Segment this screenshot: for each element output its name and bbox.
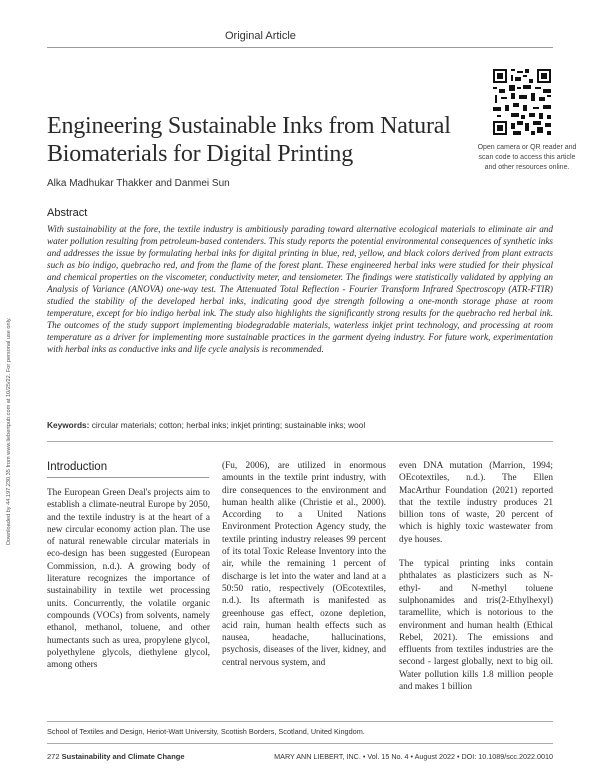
title-line-1: Engineering Sustainable Inks from Natural <box>47 113 451 139</box>
paragraph: The European Green Deal's projects aim to establish a climate-neutral Europe by 2050, and the textile industry is at the heart of a new circular economy action plan. The use of natural renewable circular materials in eco-design has been suggested (European Commission, n.d.). A growing body of literature recognizes the importance of sustainability in textile wet processing units. Concurrently, the volatile organic compounds (VOCs) from solvents, namely ethanol, methanol, toluene, and other humectants such as urea, propylene glycol, polyethylene glycols, diethylene glycol, among others <box>47 488 210 671</box>
paragraph: The typical printing inks contain phthalates as plasticizers such as N-ethyl- and N-methyl toluene sulphonamides and tris(2-Ethylhexyl) taramellite, which is notorious to the environment and human health (Ethical Rebel, 2021). The emissions and effluents from textiles industries are the second - largest globally, next to big oil. Water pollution kills 1.8 million people and makes 1 billion <box>399 559 553 693</box>
title-line-2: Biomaterials for Digital Printing <box>47 141 354 167</box>
introduction-underline <box>47 477 209 478</box>
abstract-divider <box>47 441 553 442</box>
qr-code-icon <box>491 67 553 137</box>
qr-caption-line-1: Open camera or QR reader and <box>477 144 577 151</box>
article-title <box>47 112 477 168</box>
introduction-heading: Introduction <box>47 461 108 473</box>
body-column-1 <box>47 487 210 683</box>
affiliation-note: School of Textiles and Design, Heriot-Watt University, Scottish Borders, Scotland, United Kingdom. <box>47 727 365 736</box>
abstract-heading: Abstract <box>47 207 88 219</box>
header-divider <box>47 47 553 48</box>
keywords-label: Keywords: <box>47 420 90 430</box>
footer-divider <box>47 721 553 722</box>
qr-caption-line-2: scan code to access this article <box>478 154 576 161</box>
section-label: Original Article <box>225 30 296 42</box>
download-notice <box>1 245 13 550</box>
paragraph: even DNA mutation (Marrion, 1994; OEcotextiles, n.d.). The Ellen MacArthur Foundation (2021) reported that the textile industry produces 21 billion tons of waste, 20 percent of which is highly toxic wastewater from dye houses. <box>399 461 553 545</box>
abstract-text: With sustainability at the fore, the textile industry is ambitiously parading toward alternative ecological materials to eliminate air and water pollution resulting from petroleum-based contenders. This study reports the potential environmental consequences of synthetic inks and addresses the issue by formulating herbal inks for digital printing in blue, red, yellow, and black colors derived from plant extracts such as bio indigo, quebracho red, and from the flame of the forest plant. These engineered herbal inks were studied for their physical and chemical properties on the viscometer, conductivity meter, and tensiometer. The findings were statistically validated by applying an Analysis of Variance (ANOVA) one-way test. The Attenuated Total Reflection - Fourier Transform Infrared Spectroscopy (ATR-FTIR) studied the stability of the developed herbal inks, indicating good dye strength following a one-month storage phase at room temperature, except for bio indigo herbal ink. The study also highlights the significantly strong results for the quebracho red herbal ink. The outcomes of the study support implementing biodegradable materials, waterless inkjet print technology, and processing at room temperature as a driver for implementing more sustainable practices in the garment dyeing industry. For future work, experimentation with herbal inks as conductive inks and life cycle analysis is recommended. <box>47 224 553 354</box>
qr-code[interactable] <box>491 67 553 137</box>
qr-caption <box>468 143 586 173</box>
page-number: 272 <box>47 752 60 761</box>
journal-footer-left <box>47 752 185 761</box>
body-column-3 <box>399 460 553 705</box>
download-notice-text: Downloaded by 44.197.230.35 from www.liebertpub.com at 10/25/22. For personal use only. <box>6 317 12 545</box>
author-list: Alka Madhukar Thakker and Danmei Sun <box>47 178 230 189</box>
keywords <box>47 420 553 430</box>
body-column-2 <box>222 460 386 681</box>
footer-divider-2 <box>47 743 553 744</box>
qr-caption-line-3: and other resources online. <box>484 164 570 171</box>
journal-name: Sustainability and Climate Change <box>61 752 185 761</box>
paragraph: (Fu, 2006), are utilized in enormous amounts in the textile print industry, with dire consequences to the environment and human health alike (Christie et al., 2000). According to a United Nations Environment Protection Agency study, the textile printing industry releases 99 percent of its total Toxic Release Inventory into the air, while the remaining 1 percent of discharge is let into the water and land at a 50:50 ratio, respectively (OEcotextiles, n.d.). Its aftermath is manifested as greenhouse gas effect, ozone depletion, acid rain, human health effects such as nausea, headache, hallucinations, psychosis, diseases of the liver, kidney, and central nervous system, and <box>222 461 386 668</box>
keywords-list: circular materials; cotton; herbal inks; inkjet printing; sustainable inks; wool <box>91 420 366 430</box>
publisher-info: MARY ANN LIEBERT, INC. • Vol. 15 No. 4 • August 2022 • DOI: 10.1089/scc.2022.0010 <box>274 752 553 761</box>
